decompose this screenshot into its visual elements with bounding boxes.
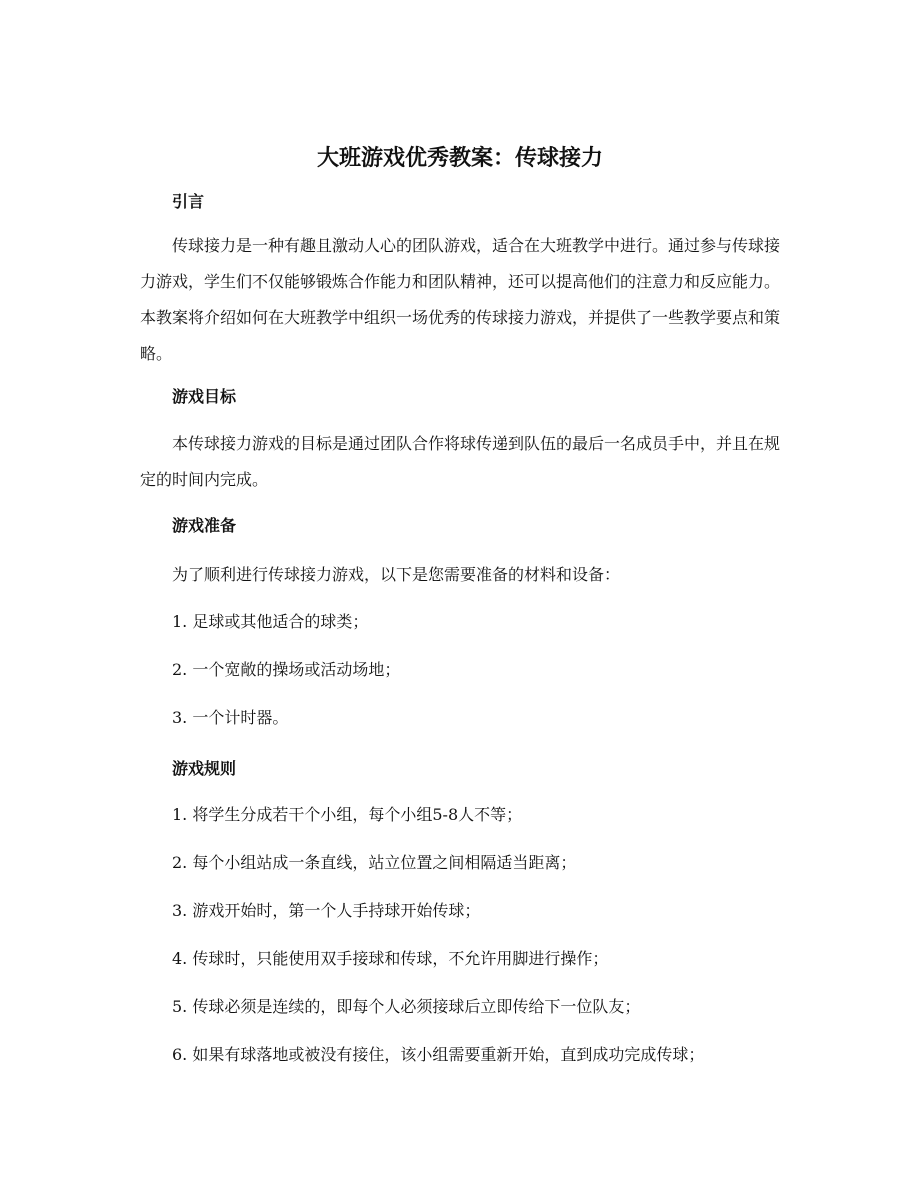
section-heading-rules: 游戏规则 bbox=[172, 759, 237, 778]
list-item: 5. 传球必须是连续的，即每个人必须接球后立即传给下一位队友； bbox=[172, 997, 641, 1016]
list-item: 3. 游戏开始时，第一个人手持球开始传球； bbox=[172, 901, 481, 920]
document-title: 大班游戏优秀教案：传球接力 bbox=[316, 145, 603, 171]
section-heading-goal: 游戏目标 bbox=[172, 387, 237, 406]
list-item: 1. 将学生分成若干个小组，每个小组5-8人不等； bbox=[172, 805, 523, 824]
list-item: 1. 足球或其他适合的球类； bbox=[172, 612, 369, 631]
list-item: 3. 一个计时器。 bbox=[172, 708, 289, 727]
section-paragraph-intro: 传球接力是一种有趣且激动人心的团队游戏，适合在大班教学中进行。通过参与传球接力游戏，学生们不仅能够锻炼合作能力和团队精神，还可以提高他们的注意力和反应能力。本教案将介绍如何在大班教学中组织一场优秀的传球接力游戏，并提供了一些教学要点和策略。 bbox=[140, 236, 781, 363]
list-item: 4. 传球时，只能使用双手接球和传球，不允许用脚进行操作； bbox=[172, 949, 609, 968]
list-item: 2. 每个小组站成一条直线，站立位置之间相隔适当距离； bbox=[172, 853, 577, 872]
list-item: 2. 一个宽敞的操场或活动场地； bbox=[172, 660, 401, 679]
section-heading-intro: 引言 bbox=[172, 192, 205, 211]
list-item: 6. 如果有球落地或被没有接住，该小组需要重新开始，直到成功完成传球； bbox=[172, 1045, 705, 1064]
section-heading-preparation: 游戏准备 bbox=[172, 516, 237, 535]
preparation-intro: 为了顺利进行传球接力游戏，以下是您需要准备的材料和设备： bbox=[172, 565, 621, 584]
section-paragraph-goal: 本传球接力游戏的目标是通过团队合作将球传递到队伍的最后一名成员手中，并且在规定的时间内完成。 bbox=[140, 434, 781, 489]
